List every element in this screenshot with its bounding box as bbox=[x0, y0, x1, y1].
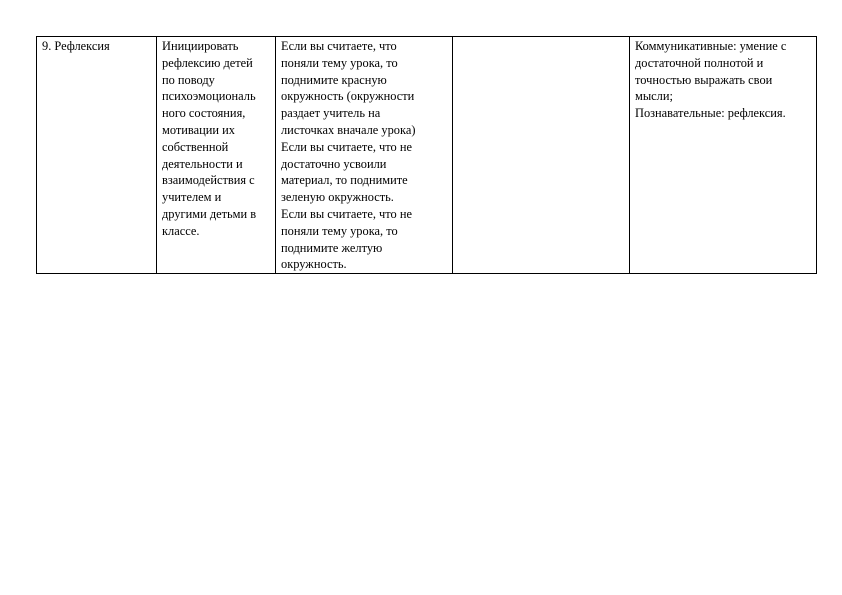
teacher-line: поднимите желтую bbox=[281, 240, 383, 255]
teacher-line: поняли тему урока, то bbox=[281, 223, 398, 238]
uud-line: точностью выражать свои bbox=[635, 72, 773, 87]
uud-line: Познавательные: рефлексия. bbox=[635, 106, 786, 121]
uud-line: достаточной полнотой и bbox=[635, 55, 764, 70]
teacher-line: зеленую окружность. bbox=[281, 190, 394, 205]
goal-line: взаимодействия с bbox=[162, 173, 255, 188]
lesson-plan-table bbox=[36, 36, 817, 274]
goal-line: по поводу bbox=[162, 72, 215, 87]
teacher-line: Если вы считаете, что не bbox=[281, 206, 412, 221]
teacher-line: материал, то поднимите bbox=[281, 173, 408, 188]
uud-line: мысли; bbox=[635, 89, 673, 104]
teacher-line: листочках вначале урока) bbox=[281, 122, 416, 137]
teacher-activity-cell bbox=[276, 37, 453, 274]
teacher-line: Если вы считаете, что bbox=[281, 39, 397, 53]
teacher-line: поняли тему урока, то bbox=[281, 55, 398, 70]
stage-text: 9. Рефлексия bbox=[42, 39, 110, 53]
student-activity-cell bbox=[453, 37, 630, 274]
goal-line: психоэмоциональ bbox=[162, 89, 256, 104]
goal-line: учителем и bbox=[162, 190, 222, 205]
teacher-line: Если вы считаете, что не bbox=[281, 139, 412, 154]
teacher-line: окружность (окружности bbox=[281, 89, 415, 104]
table-row bbox=[37, 37, 817, 274]
goal-line: собственной bbox=[162, 139, 229, 154]
goal-line: другими детьми в bbox=[162, 206, 257, 221]
teacher-line: достаточно усвоили bbox=[281, 156, 387, 171]
goal-line: классе. bbox=[162, 223, 200, 238]
goal-line: деятельности и bbox=[162, 156, 243, 171]
uud-cell bbox=[630, 37, 817, 274]
teacher-line: окружность. bbox=[281, 257, 347, 272]
goal-line: Инициировать bbox=[162, 39, 239, 53]
uud-line: Коммуникативные: умение с bbox=[635, 39, 787, 53]
teacher-line: раздает учитель на bbox=[281, 106, 381, 121]
goal-cell bbox=[157, 37, 276, 274]
goal-line: рефлексию детей bbox=[162, 55, 253, 70]
goal-line: мотивации их bbox=[162, 122, 235, 137]
teacher-line: поднимите красную bbox=[281, 72, 387, 87]
stage-cell bbox=[37, 37, 157, 274]
goal-line: ного состояния, bbox=[162, 106, 246, 121]
